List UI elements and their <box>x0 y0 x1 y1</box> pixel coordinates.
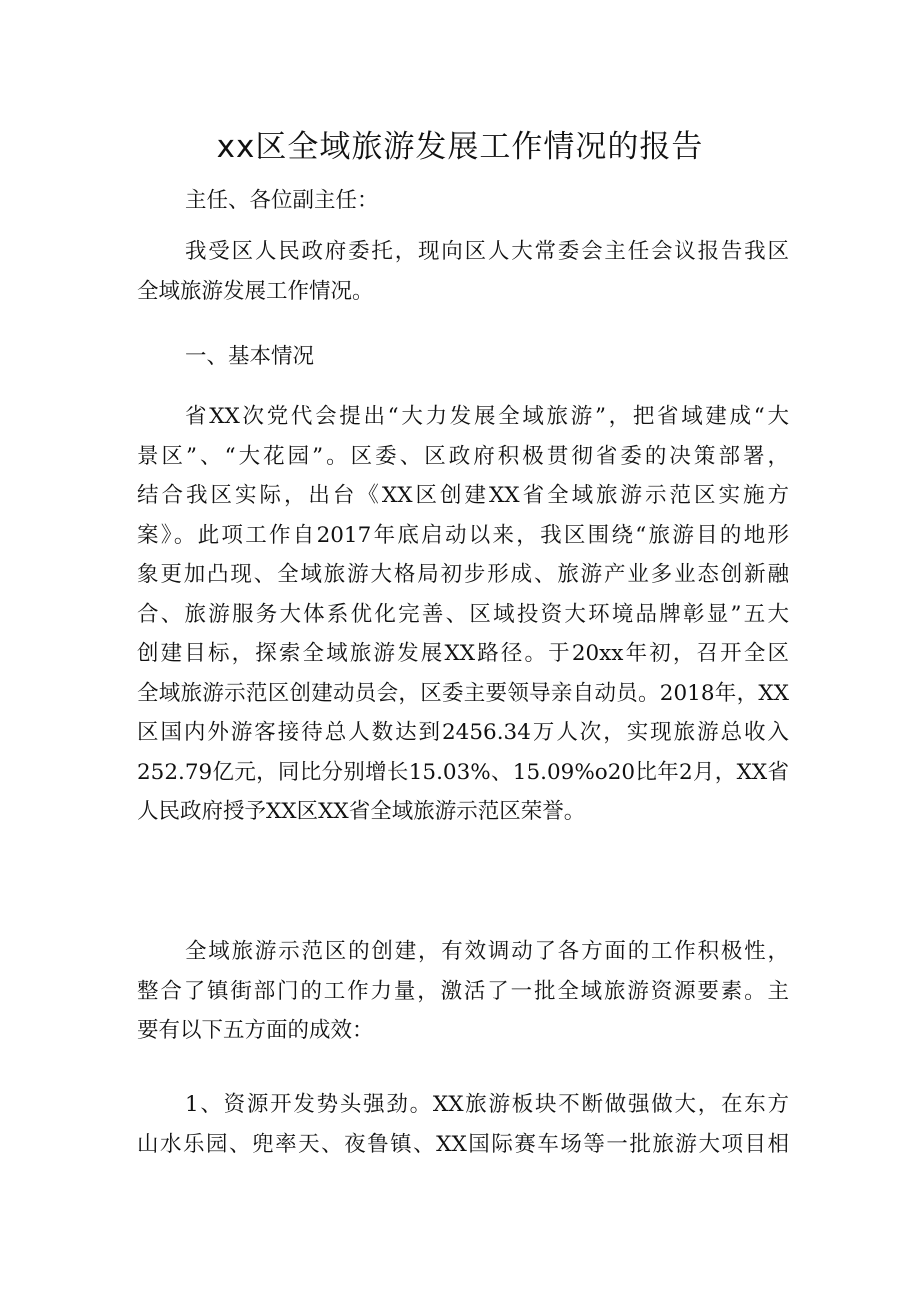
paragraph-line: 我受区人民政府委托，现向区人大常委会主任会议报告我区 <box>185 239 789 264</box>
salutation <box>185 181 789 221</box>
paragraph-line: 252.79亿元，同比分别增长15.03%、15.09%o20比年2月，XX省 <box>137 759 789 785</box>
section-heading-line: 一、基本情况 <box>185 344 315 369</box>
paragraph-line: 1、资源开发势头强劲。XX旅游板块不断做强做大，在东方 <box>185 1092 789 1117</box>
paragraph-line: 全域旅游发展工作情况。 <box>137 278 374 304</box>
intro-paragraph <box>137 232 789 311</box>
paragraph-line: 全域旅游示范区创建动员会，区委主要领导亲自动员。2018年，XX <box>137 680 789 706</box>
paragraph-line: 创建目标，探索全域旅游发展XX路径。于20xx年初，召开全区 <box>137 641 789 666</box>
paragraph-line: 整合了镇街部门的工作力量，激活了一批全域旅游资源要素。主 <box>137 978 789 1004</box>
paragraph-line: 象更加凸现、全域旅游大格局初步形成、旅游产业多业态创新融 <box>137 562 789 587</box>
salutation-line: 主任、各位副主任： <box>185 188 379 213</box>
paragraph-basic-situation <box>137 397 789 832</box>
paragraph-line: 结合我区实际，出台《XX区创建XX省全域旅游示范区实施方 <box>137 483 789 508</box>
paragraph-line: 合、旅游服务大体系优化完善、区域投资大环境品牌彰显”五大 <box>137 601 789 627</box>
paragraph-item-1 <box>137 1085 789 1164</box>
document-title: xx区全域旅游发展工作情况的报告 <box>216 129 704 165</box>
paragraph-achievements <box>137 932 789 1051</box>
paragraph-line: 区国内外游客接待总人数达到2456.34万人次，实现旅游总收入 <box>137 720 789 745</box>
paragraph-line: 要有以下五方面的成效： <box>137 1018 374 1043</box>
paragraph-line: 省XX次党代会提出“大力发展全域旅游”，把省域建成“大 <box>185 404 789 429</box>
section-heading <box>185 337 789 377</box>
paragraph-line: 景区”、“大花园”。区委、区政府积极贯彻省委的决策部署， <box>137 443 789 469</box>
paragraph-line: 全域旅游示范区的创建，有效调动了各方面的工作积极性， <box>185 939 789 964</box>
paragraph-line: 人民政府授予XX区XX省全域旅游示范区荣誉。 <box>137 799 586 824</box>
paragraph-line: 山水乐园、兜率天、夜鲁镇、XX国际赛车场等一批旅游大项目相 <box>137 1131 789 1157</box>
paragraph-line: 案》。此项工作自2017年底启动以来，我区围绕“旅游目的地形 <box>137 522 789 548</box>
